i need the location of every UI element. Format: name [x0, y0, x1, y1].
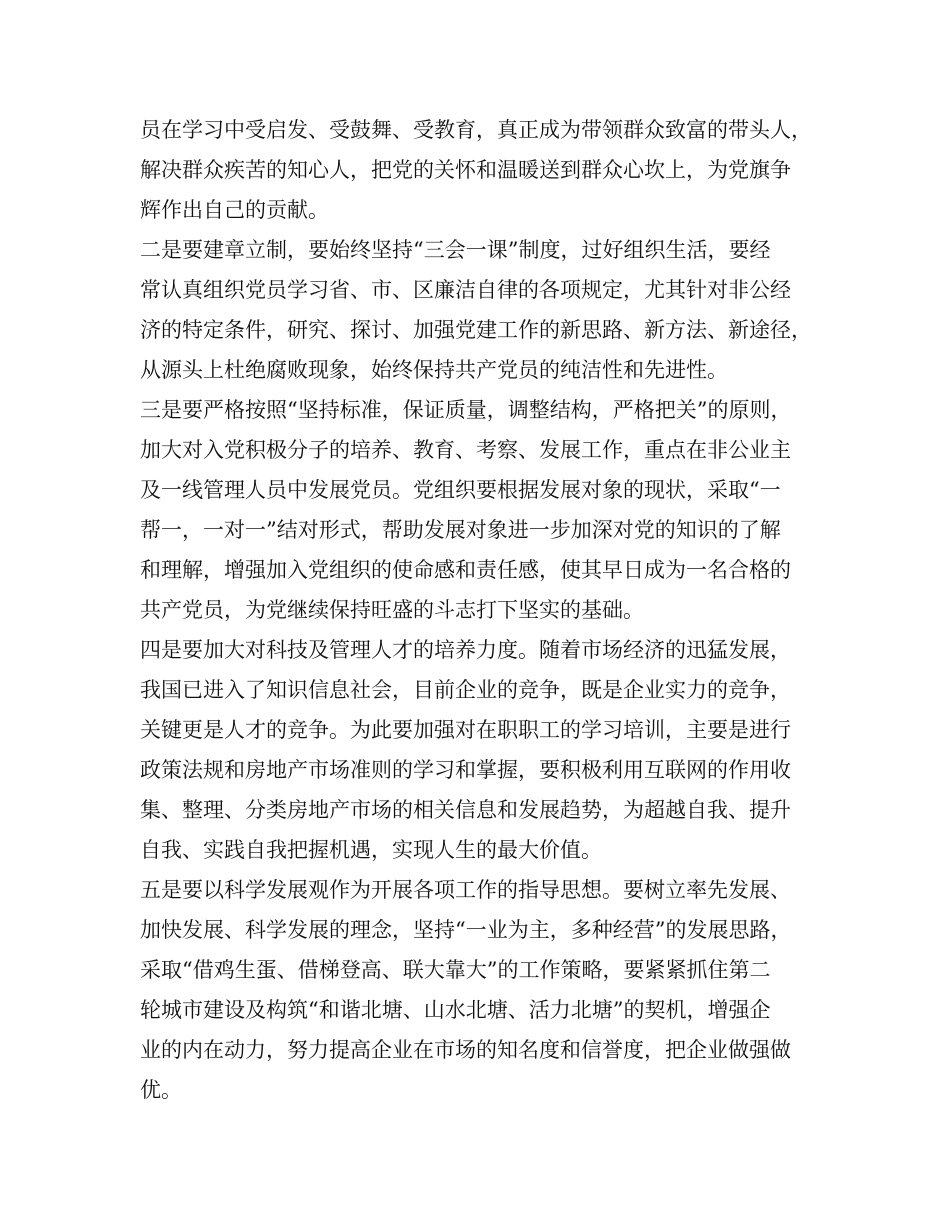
text-line: 常认真组织党员学习省、市、区廉洁自律的各项规定，尤其针对非公经: [140, 278, 791, 302]
text-line: 及一线管理人员中发展党员。党组织要根据发展对象的现状，采取“一: [140, 478, 781, 502]
text-line: 帮一，一对一”结对形式，帮助发展对象进一步加深对党的知识的了解: [140, 518, 781, 542]
text-line: 五是要以科学发展观作为开展各项工作的指导思想。要树立率先发展、: [140, 878, 791, 902]
text-line: 加快发展、科学发展的理念，坚持“一业为主，多种经营”的发展思路，: [140, 918, 792, 942]
text-line: 从源头上杜绝腐败现象，始终保持共产党员的纯洁性和先进性。: [140, 358, 728, 382]
text-line: 辉作出自己的贡献。: [140, 198, 329, 222]
text-line: 轮城市建设及构筑“和谐北塘、山水北塘、活力北塘”的契机，增强企: [140, 998, 771, 1022]
text-line: 四是要加大对科技及管理人才的培养力度。随着市场经济的迅猛发展，: [140, 638, 791, 662]
text-line: 优。: [140, 1078, 182, 1102]
text-line: 政策法规和房地产市场准则的学习和掌握，要积极利用互联网的作用收: [140, 758, 791, 782]
text-line: 自我、实践自我把握机遇，实现人生的最大价值。: [140, 838, 602, 862]
text-line: 和理解，增强加入党组织的使命感和责任感，使其早日成为一名合格的: [140, 558, 791, 582]
text-line: 解决群众疾苦的知心人，把党的关怀和温暖送到群众心坎上，为党旗争: [140, 158, 791, 182]
text-line: 采取“借鸡生蛋、借梯登高、联大靠大”的工作策略，要紧紧抓住第二: [140, 958, 771, 982]
document-body: [140, 110, 820, 1110]
text-line: 集、整理、分类房地产市场的相关信息和发展趋势，为超越自我、提升: [140, 798, 791, 822]
text-line: 济的特定条件，研究、探讨、加强党建工作的新思路、新方法、新途径，: [140, 318, 812, 342]
text-line: 二是要建章立制，要始终坚持“三会一课”制度，过好组织生活，要经: [140, 238, 771, 262]
text-line: 业的内在动力，努力提高企业在市场的知名度和信誉度，把企业做强做: [140, 1038, 791, 1062]
text-line: 我国已进入了知识信息社会，目前企业的竞争，既是企业实力的竞争，: [140, 678, 791, 702]
text-line: 员在学习中受启发、受鼓舞、受教育，真正成为带领群众致富的带头人，: [140, 118, 812, 142]
text-line: 关键更是人才的竞争。为此要加强对在职职工的学习培训，主要是进行: [140, 718, 791, 742]
text-line: 加大对入党积极分子的培养、教育、考察、发展工作，重点在非公业主: [140, 438, 791, 462]
text-line: 三是要严格按照“坚持标准，保证质量，调整结构，严格把关”的原则，: [140, 398, 792, 422]
text-line: 共产党员，为党继续保持旺盛的斗志打下坚实的基础。: [140, 598, 644, 622]
